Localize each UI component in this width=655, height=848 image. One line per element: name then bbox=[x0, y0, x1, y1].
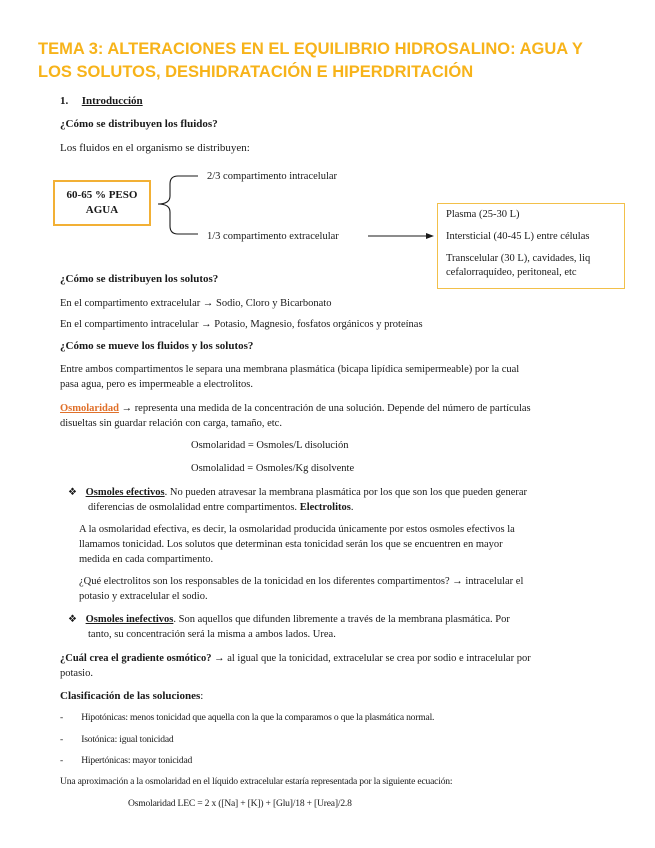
approximation-text: Una aproximación a la osmolaridad en el líquido extracelular estaría representada por la siguiente ecuación: bbox=[60, 776, 453, 787]
osmolarity-equation: Osmolaridad LEC = 2 x ([Na] + [K]) + [Glu]/18 + [Urea]/2.8 bbox=[128, 798, 352, 809]
list-item bbox=[60, 733, 174, 747]
extra-plasma: Plasma (25-30 L) bbox=[446, 209, 520, 220]
effective-line-2-end: . bbox=[350, 502, 354, 513]
solutes-intracellular: En el compartimento intracelular → Potasio, Magnesio, fosfatos orgánicos y proteínas bbox=[60, 319, 423, 330]
tonicity-line-1: A la osmolaridad efectiva, es decir, la osmolaridad producida únicamente por estos osmoles efectivos la bbox=[79, 524, 515, 535]
hypotonic-text: Hipotónicas: menos tonicidad que aquella con la que la comparamos o que la plasmática normal. bbox=[81, 712, 435, 723]
ineffective-line-2: tanto, su concentración será la misma a ambos lados. Urea. bbox=[88, 629, 336, 640]
title-line-1: TEMA 3: ALTERACIONES EN EL EQUILIBRIO HIDROSALINO: AGUA Y bbox=[38, 40, 583, 58]
dash-bullet: - bbox=[60, 712, 63, 723]
curly-brace bbox=[158, 176, 198, 234]
question-solutes: ¿Cómo se distribuyen los solutos? bbox=[60, 273, 219, 285]
section-number: 1. bbox=[60, 95, 69, 107]
diamond-bullet-icon: ❖ bbox=[68, 614, 77, 625]
arrow-head-icon bbox=[426, 233, 434, 239]
question-movement: ¿Cómo se mueve los fluidos y los solutos? bbox=[60, 340, 254, 352]
membrane-line-1: Entre ambos compartimentos le separa una membrana plasmática (bicapa lipídica semipermeable) por la cual bbox=[60, 364, 520, 375]
osmolarity-line-1 bbox=[60, 401, 531, 416]
osmolarity-line-2: disueltas sin guardar relación con carga, tamaño, etc. bbox=[60, 418, 282, 429]
effective-line-1 bbox=[68, 485, 527, 500]
gradient-answer: → al igual que la tonicidad, extracelular se crea por sodio e intracelular por bbox=[211, 653, 531, 664]
dash-bullet: - bbox=[60, 755, 63, 766]
hypertonic-text: Hipertónicas: mayor tonicidad bbox=[81, 755, 193, 766]
solutes-extracellular: En el compartimento extracelular → Sodio, Cloro y Bicarbonato bbox=[60, 298, 332, 309]
branch-intracellular: 2/3 compartimento intracelular bbox=[207, 171, 338, 182]
section-heading bbox=[60, 94, 143, 109]
gradient-line-1 bbox=[60, 651, 531, 666]
water-weight-line-2: AGUA bbox=[85, 204, 119, 216]
ineffective-line-1 bbox=[68, 612, 510, 627]
electrolytes-question-line-2: potasio y extracelular el sodio. bbox=[79, 591, 208, 602]
question-fluids: ¿Cómo se distribuyen los fluidos? bbox=[60, 118, 218, 130]
ineffective-term: Osmoles inefectivos bbox=[85, 614, 174, 625]
classification-colon: : bbox=[200, 690, 204, 702]
extra-transcellular-1: Transcelular (30 L), cavidades, liq bbox=[446, 253, 591, 264]
fluids-intro: Los fluidos en el organismo se distribuyen: bbox=[60, 142, 250, 154]
osmolality-formula: Osmolalidad = Osmoles/Kg disolvente bbox=[191, 463, 355, 474]
dash-bullet: - bbox=[60, 734, 63, 745]
page-title bbox=[38, 38, 628, 84]
osmolarity-formula: Osmolaridad = Osmoles/L disolución bbox=[191, 440, 349, 451]
gradient-line-2: potasio. bbox=[60, 668, 93, 679]
tonicity-line-3: medida en cada compartimento. bbox=[79, 554, 214, 565]
tonicity-line-2: llamamos tonicidad. Los solutos que determinan esta tonicidad serán los que se encuentren en mayor bbox=[79, 539, 503, 550]
classification-heading bbox=[60, 689, 203, 704]
water-weight-box bbox=[53, 180, 151, 226]
osmolarity-term: Osmolaridad bbox=[60, 403, 119, 414]
classification-title: Clasificación de las soluciones bbox=[60, 690, 201, 702]
osmolarity-definition: → representa una medida de la concentración de una solución. Depende del número de partículas bbox=[118, 403, 531, 414]
gradient-question: ¿Cuál crea el gradiente osmótico? bbox=[60, 653, 212, 664]
extracellular-list-box bbox=[437, 203, 625, 289]
branch-extracellular: 1/3 compartimento extracelular bbox=[207, 231, 339, 242]
diamond-bullet-icon: ❖ bbox=[68, 487, 77, 498]
effective-line-2 bbox=[88, 500, 353, 515]
effective-term: Osmoles efectivos bbox=[85, 487, 165, 498]
membrane-line-2: pasa agua, pero es impermeable a electrolitos. bbox=[60, 379, 253, 390]
isotonic-text: Isotónica: igual tonicidad bbox=[81, 734, 174, 745]
list-item bbox=[60, 754, 192, 768]
effective-definition: . No pueden atravesar la membrana plasmática por los que son los que pueden generar bbox=[164, 487, 528, 498]
section-label: Introducción bbox=[81, 95, 143, 107]
electrolytes-question-line-1: ¿Qué electrolitos son los responsables de la tonicidad en los diferentes compartimentos? → intracelular el bbox=[79, 576, 524, 587]
extra-transcellular-2: cefalorraquídeo, peritoneal, etc bbox=[446, 267, 577, 278]
ineffective-definition: . Son aquellos que difunden libremente a través de la membrana plasmática. Por bbox=[173, 614, 510, 625]
title-line-2: LOS SOLUTOS, DESHIDRATACIÓN E HIPERDRITACIÓN bbox=[38, 63, 474, 81]
electrolytes-label: Electrolitos bbox=[299, 502, 351, 513]
water-weight-line-1: 60-65 % PESO bbox=[66, 189, 138, 201]
effective-line-2-text: diferencias de osmolalidad entre compartimentos. bbox=[88, 502, 300, 513]
extra-interstitial: Intersticial (40-45 L) entre células bbox=[446, 231, 590, 242]
list-item bbox=[60, 711, 434, 725]
